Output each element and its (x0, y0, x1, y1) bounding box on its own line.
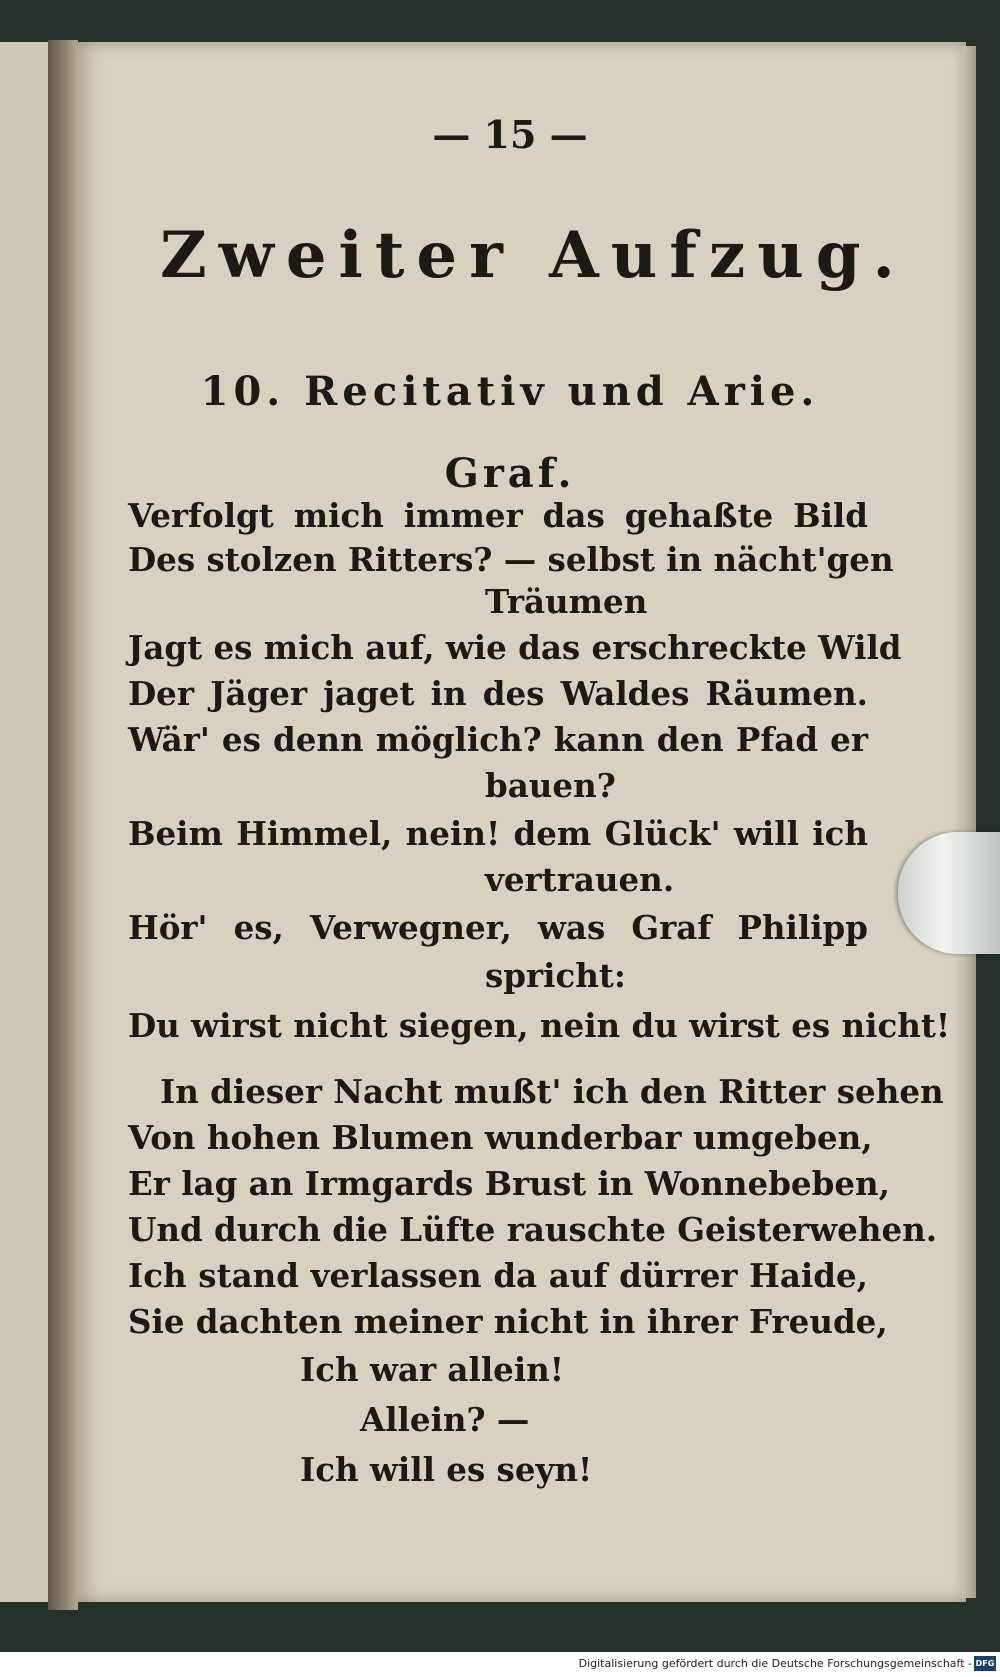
verse-line: Der Jäger jaget in des Waldes Räumen. (128, 674, 868, 713)
dfg-logo: DFG (974, 1656, 996, 1671)
verse-line: Ich war allein! (300, 1350, 565, 1389)
verse-line: Des stolzen Ritters? — selbst in nächt'gen (128, 540, 894, 579)
verse-line: Allein? — (360, 1400, 530, 1439)
verse-line: Sie dachten meiner nicht in ihrer Freude, (128, 1302, 888, 1341)
verse-line: Beim Himmel, nein! dem Glück' will ich (128, 814, 868, 853)
verse-line: Von hohen Blumen wunderbar umgeben, (128, 1118, 873, 1157)
page-number: — 15 — (432, 112, 588, 157)
page-edge (962, 46, 976, 1598)
verse-line: Du wirst nicht siegen, nein du wirst es nicht! (128, 1006, 951, 1045)
verse-line: bauen? (485, 766, 616, 805)
verse-line: In dieser Nacht mußt' ich den Ritter sehen (160, 1072, 944, 1111)
speaker-name: Graf. (444, 450, 576, 497)
verse-line: Und durch die Lüfte rauschte Geisterwehen. (128, 1210, 938, 1249)
number-title: 10. Recitativ und Arie. (200, 368, 820, 415)
verse-line: Er lag an Irmgards Brust in Wonnebeben, (128, 1164, 890, 1203)
verse-line: vertrauen. (485, 860, 675, 899)
verse-line: Träumen (485, 582, 648, 621)
footer-bar (0, 1652, 1000, 1677)
footer-credit: Digitalisierung gefördert durch die Deutsche Forschungsgemeinschaft - (578, 1657, 972, 1670)
verse-line: Jagt es mich auf, wie das erschreckte Wild (128, 628, 902, 667)
verse-line: Hör' es, Verwegner, was Graf Philipp (128, 908, 868, 947)
verse-line: Ich stand verlassen da auf dürrer Haide, (128, 1256, 868, 1295)
act-title: Zweiter Aufzug. (160, 218, 907, 293)
verse-line: spricht: (485, 956, 626, 995)
verse-line: Wär' es denn möglich? kann den Pfad er (128, 720, 868, 759)
verse-line: Verfolgt mich immer das gehaßte Bild (128, 496, 868, 535)
verse-line: Ich will es seyn! (300, 1450, 593, 1489)
book-spine (48, 40, 78, 1610)
